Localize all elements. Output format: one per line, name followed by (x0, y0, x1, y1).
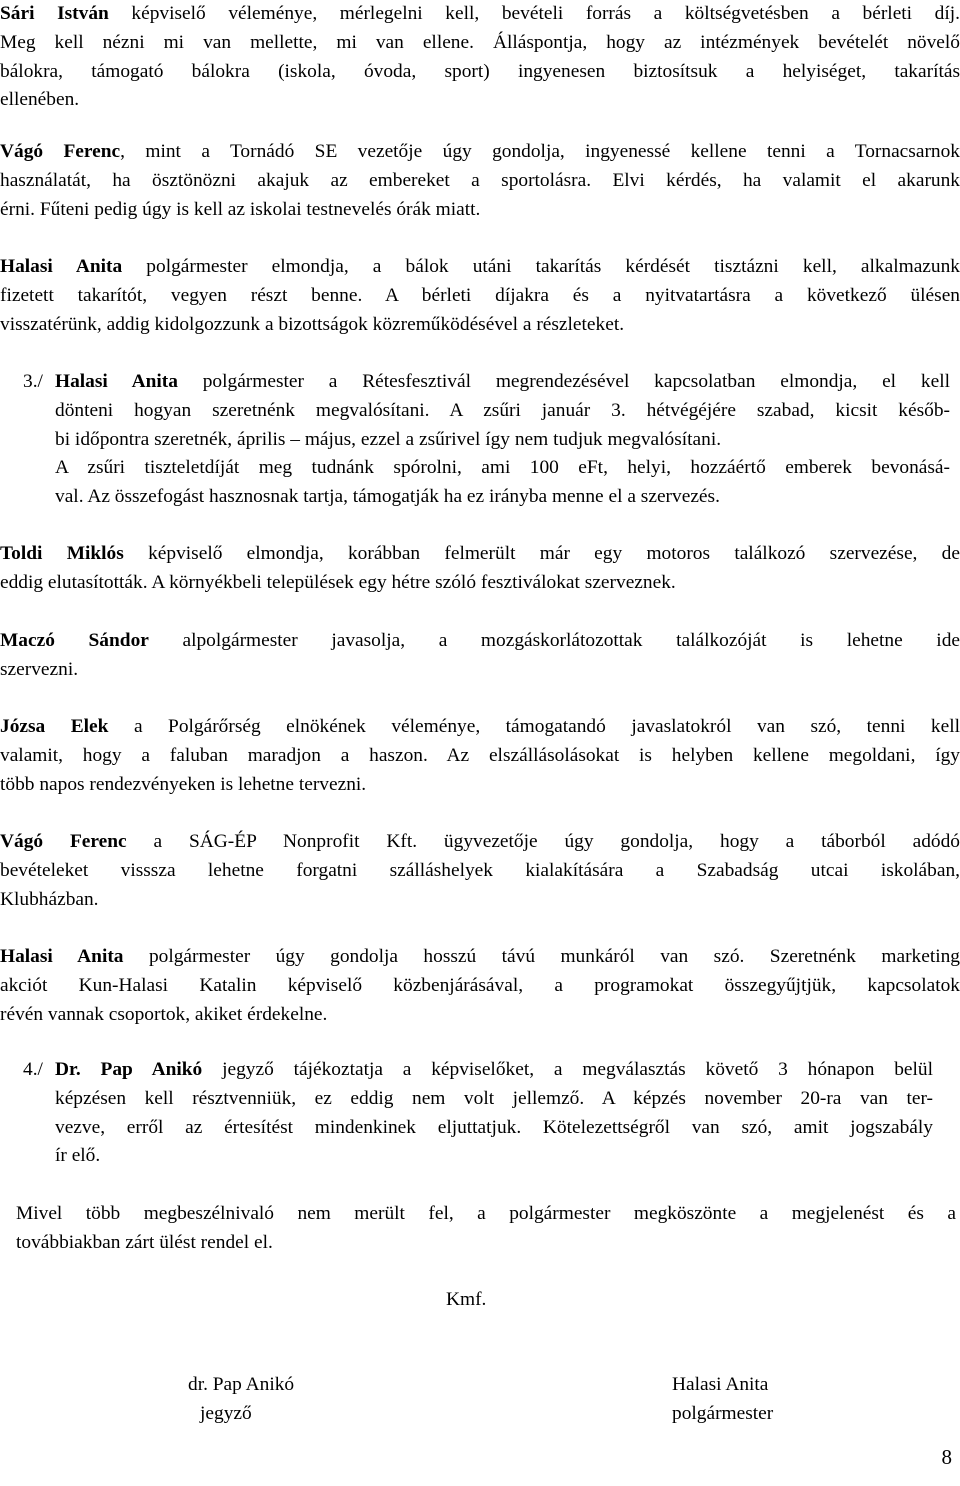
text-line: bálokra, támogató bálokra (iskola, óvoda, sport) ingyenesen biztosítsuk a helyiséget, takarítás (0, 60, 960, 82)
text-line: Dr. Pap Anikó jegyző tájékoztatja a képviselőket, a megválasztás követő 3 hónapon belül (55, 1059, 934, 1080)
paragraph-halasi-anita-marketing (0, 943, 960, 1029)
text-line: révén vannak csoportok, akiket érdekelne. (0, 1003, 328, 1025)
paragraph-vago-ferenc-tornado (0, 138, 960, 224)
text-line: visszatérünk, addig kidolgozzunk a bizottságok közreműködésével a részleteket. (0, 313, 625, 335)
signature-left-name: dr. Pap Anikó (188, 1374, 295, 1395)
text-line: Halasi Anita polgármester elmondja, a bálok utáni takarítás kérdését tisztázni kell, alkalmazunk (0, 256, 960, 277)
text-line: valamit, hogy a faluban maradjon a haszon. Az elszállásolásokat is helyben kellene megoldani, így (0, 744, 960, 766)
agenda-item-4 (55, 1056, 933, 1171)
speaker-name: Vágó Ferenc (0, 141, 121, 162)
text-line: Vágó Ferenc a SÁG-ÉP Nonprofit Kft. ügyvezetője úgy gondolja, hogy a táborból adódó (0, 831, 960, 852)
text-line: val. Az összefogást hasznosnak tartja, támogatják ha ez irányba menne el a szervezés. (55, 486, 720, 508)
text-line: szervezni. (0, 658, 79, 680)
paragraph-jozsa-elek (0, 713, 960, 799)
closing-paragraph (16, 1200, 956, 1258)
speaker-name: Halasi Anita (0, 256, 123, 277)
paragraph-toldi-miklos (0, 540, 960, 598)
text-line: Sári István képviselő véleménye, mérlegelni kell, bevételi forrás a költségvetésben a bérleti díj. (0, 3, 960, 24)
speaker-name: Vágó Ferenc (0, 831, 127, 852)
agenda-item-3 (55, 368, 950, 512)
text-line: Maczó Sándor alpolgármester javasolja, a mozgáskorlátozottak találkozóját is lehetne ide (0, 630, 960, 651)
text-line: A zsűri tiszteletdíját meg tudnánk spórolni, ami 100 eFt, helyi, hozzáértő emberek bevonásá- (55, 457, 950, 479)
text-line: bi időpontra szeretnék, április – május, ezzel a zsűrivel így nem tudjuk megvalósítani. (55, 428, 722, 450)
text-line: dönteni hogyan szeretnénk megvalósítani. A zsűri január 3. hétvégéjére szabad, kicsit későb- (55, 399, 950, 421)
text-line: Mivel több megbeszélnivaló nem merült fel, a polgármester megköszönte a megjelenést és a (16, 1203, 956, 1224)
paragraph-maczo-sandor (0, 627, 960, 685)
speaker-name: Maczó Sándor (0, 630, 149, 651)
text-line: Toldi Miklós képviselő elmondja, korábban felmerült már egy motoros találkozó szervezése, de (0, 543, 960, 564)
paragraph-halasi-anita-balok (0, 253, 960, 339)
text-line: Halasi Anita polgármester a Rétesfesztivál megrendezésével kapcsolatban elmondja, el kell (55, 371, 950, 392)
speaker-name: Toldi Miklós (0, 543, 124, 564)
text-line: használatát, ha ösztönözni akajuk az embereket a sportolásra. Elvi kérdés, ha valamit el akarunk (0, 169, 960, 191)
text-line: akciót Kun-Halasi Katalin képviselő közbenjárásával, a programokat összegyűjtjük, kapcsolatok (0, 974, 960, 996)
page-number: 8 (941, 1445, 952, 1469)
paragraph-vago-ferenc-sag-ep (0, 828, 960, 914)
text-line: több napos rendezvényeken is lehetne tervezni. (0, 773, 367, 795)
paragraph-sari-istvan (0, 0, 960, 115)
text-line: eddig elutasították. A környékbeli települések egy hétre szóló fesztiválokat szerveznek. (0, 571, 676, 593)
text-line: fizetett takarítót, vegyen részt benne. A bérleti díjakra és a nyitvatartásra a következő ülésen (0, 284, 960, 306)
text-line: Vágó Ferenc, mint a Tornádó SE vezetője úgy gondolja, ingyenessé kellene tenni a Tornacsarnok (0, 141, 960, 162)
speaker-name: Halasi Anita (0, 946, 124, 967)
text-line: Józsa Elek a Polgárőrség elnökének véleménye, támogatandó javaslatokról van szó, tenni kell (0, 716, 960, 737)
agenda-item-number: 3./ (23, 371, 43, 392)
speaker-name: Dr. Pap Anikó (55, 1059, 203, 1080)
speaker-name: Józsa Elek (0, 716, 109, 737)
text-line: ír elő. (55, 1145, 101, 1167)
kmf-label: Kmf. (446, 1289, 487, 1310)
text-line: Klubházban. (0, 888, 99, 910)
signature-right-name: Halasi Anita (672, 1374, 769, 1395)
text-line: továbbiakban zárt ülést rendel el. (16, 1231, 273, 1253)
signature-right-title: polgármester (672, 1403, 774, 1424)
text-line: ellenében. (0, 89, 80, 111)
text-line: bevételeket visssza lehetne forgatni szálláshelyek kialakítására a Szabadság utcai iskolában, (0, 859, 960, 881)
text-line: Halasi Anita polgármester úgy gondolja hosszú távú munkáról van szó. Szeretnénk marketing (0, 946, 960, 967)
text-line: érni. Fűteni pedig úgy is kell az iskolai testnevelés órák miatt. (0, 198, 481, 220)
text-line: Meg kell nézni mi van mellette, mi van ellene. Álláspontja, hogy az intézmények bevételét növelő (0, 31, 960, 53)
agenda-item-number: 4./ (23, 1059, 43, 1080)
signature-left-title: jegyző (200, 1403, 252, 1424)
text-line: képzésen kell résztvenniük, ez eddig nem volt jellemző. A képzés november 20-ra van ter- (55, 1087, 933, 1109)
speaker-name: Halasi Anita (55, 371, 178, 392)
text-line: vezve, erről az értesítést mindenkinek eljuttatjuk. Kötelezettségről van szó, amit jogszabály (55, 1116, 933, 1138)
speaker-name: Sári István (0, 3, 109, 24)
